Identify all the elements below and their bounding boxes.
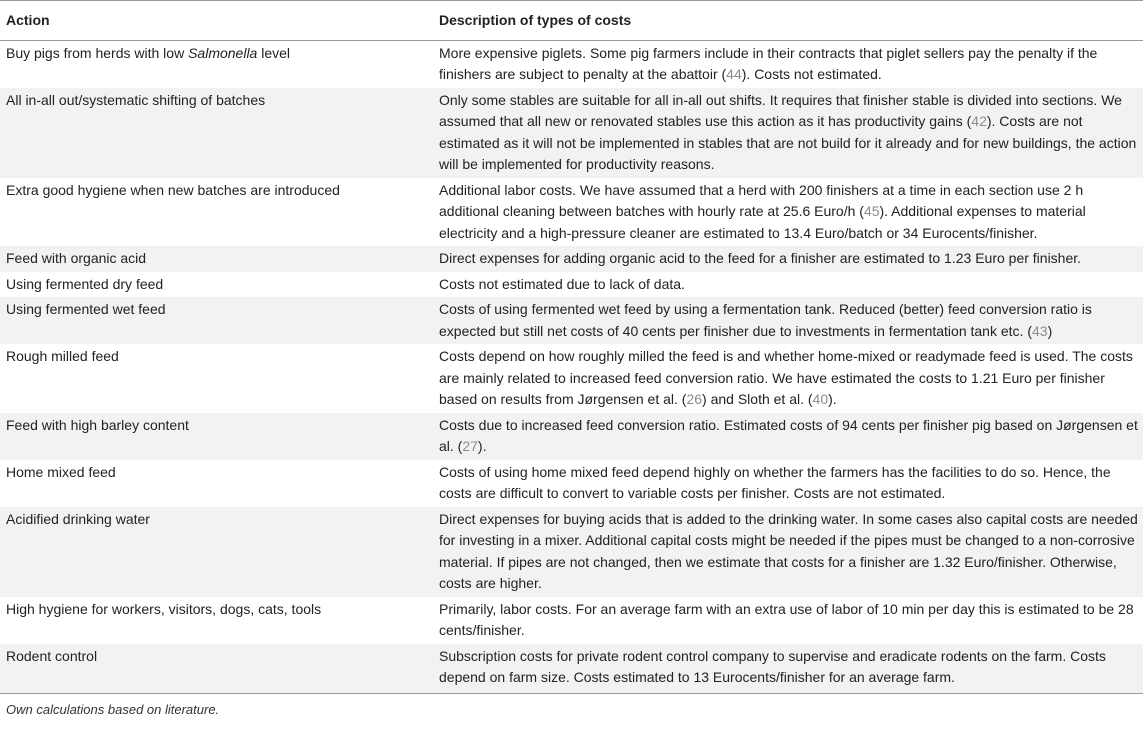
description-cell xyxy=(437,460,1143,507)
description-text: Additional labor costs. We have assumed that a herd with 200 finishers at a time in each section use 2 h additional cleaning between batches with hourly rate at 25.6 Euro/h ( xyxy=(439,181,1084,219)
table-header-row xyxy=(0,1,1143,41)
header-description: Description of types of costs xyxy=(437,1,1143,41)
action-cell: Extra good hygiene when new batches are introduced xyxy=(6,181,340,198)
action-cell: Rough milled feed xyxy=(6,348,119,364)
action-cell: Home mixed feed xyxy=(6,463,116,480)
description-text: ). xyxy=(477,438,487,454)
action-text: level xyxy=(257,44,291,61)
description-text: ). Costs not estimated. xyxy=(741,66,882,82)
description-text: Subscription costs for private rodent control company to supervise and eradicate rodents on the farm. Costs depend on farm size. Costs estimated to 13 Eurocents/finisher for an average farm. xyxy=(439,647,1106,685)
description-cell xyxy=(437,344,1143,413)
reference-number: 27 xyxy=(462,438,478,454)
description-cell xyxy=(437,413,1143,460)
table-body xyxy=(0,40,1143,693)
table-row xyxy=(0,40,1143,88)
reference-number: 40 xyxy=(812,391,829,407)
description-text: Costs not estimated due to lack of data. xyxy=(439,275,685,292)
description-text: Costs of using home mixed feed depend highly on whether the farmers has the facilities to do so. Hence, the costs are difficult to convert to variable costs per finisher. Costs are not estimated. xyxy=(439,463,1111,501)
action-text: Buy pigs from herds with low xyxy=(6,44,189,61)
header-action: Action xyxy=(0,1,437,41)
table-footnote: Own calculations based on literature. xyxy=(6,701,220,717)
table-row xyxy=(0,272,1143,298)
description-cell xyxy=(437,246,1143,272)
action-cell xyxy=(0,40,437,88)
action-cell: Feed with organic acid xyxy=(0,246,437,272)
action-text-italic: Salmonella xyxy=(188,44,258,61)
action-cell: Using fermented wet feed xyxy=(0,297,437,344)
table-row xyxy=(0,413,1143,460)
description-text: Costs due to increased feed conversion ratio. Estimated costs of 94 cents per finisher pig based on Jørgensen et al. ( xyxy=(439,416,1138,454)
reference-number: 43 xyxy=(1031,322,1048,339)
description-text: Only some stables are suitable for all in-all out shifts. It requires that finisher stable is divided into sections. We assumed that all new or renovated stables use this action as it has productivity gains ( xyxy=(439,91,1122,129)
description-cell xyxy=(437,272,1143,298)
table-row xyxy=(0,644,1143,694)
reference-number: 42 xyxy=(971,113,987,129)
action-cell: All in-all out/systematic shifting of batches xyxy=(0,88,437,178)
table-row xyxy=(0,344,1143,413)
description-text: ). Costs are not estimated as it will not be implemented in stables that are not build for it already and for new buildings, the action will be implemented for productivity reasons. xyxy=(439,113,1137,172)
description-text: More expensive piglets. Some pig farmers include in their contracts that piglet sellers pay the penalty if the finishers are subject to penalty at the abattoir ( xyxy=(439,44,1098,82)
table-row xyxy=(0,178,1143,247)
description-text: Primarily, labor costs. For an average farm with an extra use of labor of 10 min per day this is estimated to be 28 cents/finisher. xyxy=(439,600,1134,638)
description-text: Costs depend on how roughly milled the feed is and whether home-mixed or readymade feed is used. The costs are mainly related to increased feed conversion ratio. We have estimated the costs to 1.21 Euro per finisher based on results from Jørgensen et al. ( xyxy=(439,348,1133,407)
action-cell: Using fermented dry feed xyxy=(6,275,164,292)
action-cell: Acidified drinking water xyxy=(0,507,437,597)
description-cell xyxy=(437,178,1143,247)
description-text: Direct expenses for buying acids that is added to the drinking water. In some cases also capital costs are needed for investing in a mixer. Additional capital costs might be needed if the pipes must be changed to a non-corrosive material. If pipes are not changed, then we estimate that costs for a finisher are 1.32 Euro/finisher. Otherwise, costs are higher. xyxy=(439,510,1138,591)
description-text: ) and Sloth et al. ( xyxy=(702,391,813,407)
description-cell xyxy=(437,507,1143,597)
action-cell: Rodent control xyxy=(0,644,437,694)
table-row xyxy=(0,246,1143,272)
description-cell xyxy=(437,644,1143,694)
description-text: Direct expenses for adding organic acid to the feed for a finisher are estimated to 1.23 Euro per finisher. xyxy=(439,250,1082,266)
description-cell xyxy=(437,297,1143,344)
reference-number: 26 xyxy=(686,391,703,407)
description-cell xyxy=(437,40,1143,88)
table-row xyxy=(0,88,1143,178)
description-text: Costs of using fermented wet feed by using a fermentation tank. Reduced (better) feed conversion ratio is expected but still net costs of 40 cents per finisher due to investments in fermentation tank etc. ( xyxy=(439,301,1092,339)
description-text: ) xyxy=(1047,322,1053,339)
reference-number: 45 xyxy=(863,203,880,219)
action-cell: Feed with high barley content xyxy=(0,413,437,460)
table-row xyxy=(0,597,1143,644)
table-row xyxy=(0,507,1143,597)
description-text: ). xyxy=(828,391,837,407)
reference-number: 44 xyxy=(726,66,742,82)
description-cell xyxy=(437,597,1143,644)
table-row xyxy=(0,460,1143,507)
action-cell: High hygiene for workers, visitors, dogs, cats, tools xyxy=(6,600,322,617)
description-cell xyxy=(437,88,1143,178)
description-text: ). Additional expenses to material electricity and a high-pressure cleaner are estimated to 13.4 Euro/batch or 34 Eurocents/finisher. xyxy=(439,203,1086,241)
table-row xyxy=(0,297,1143,344)
